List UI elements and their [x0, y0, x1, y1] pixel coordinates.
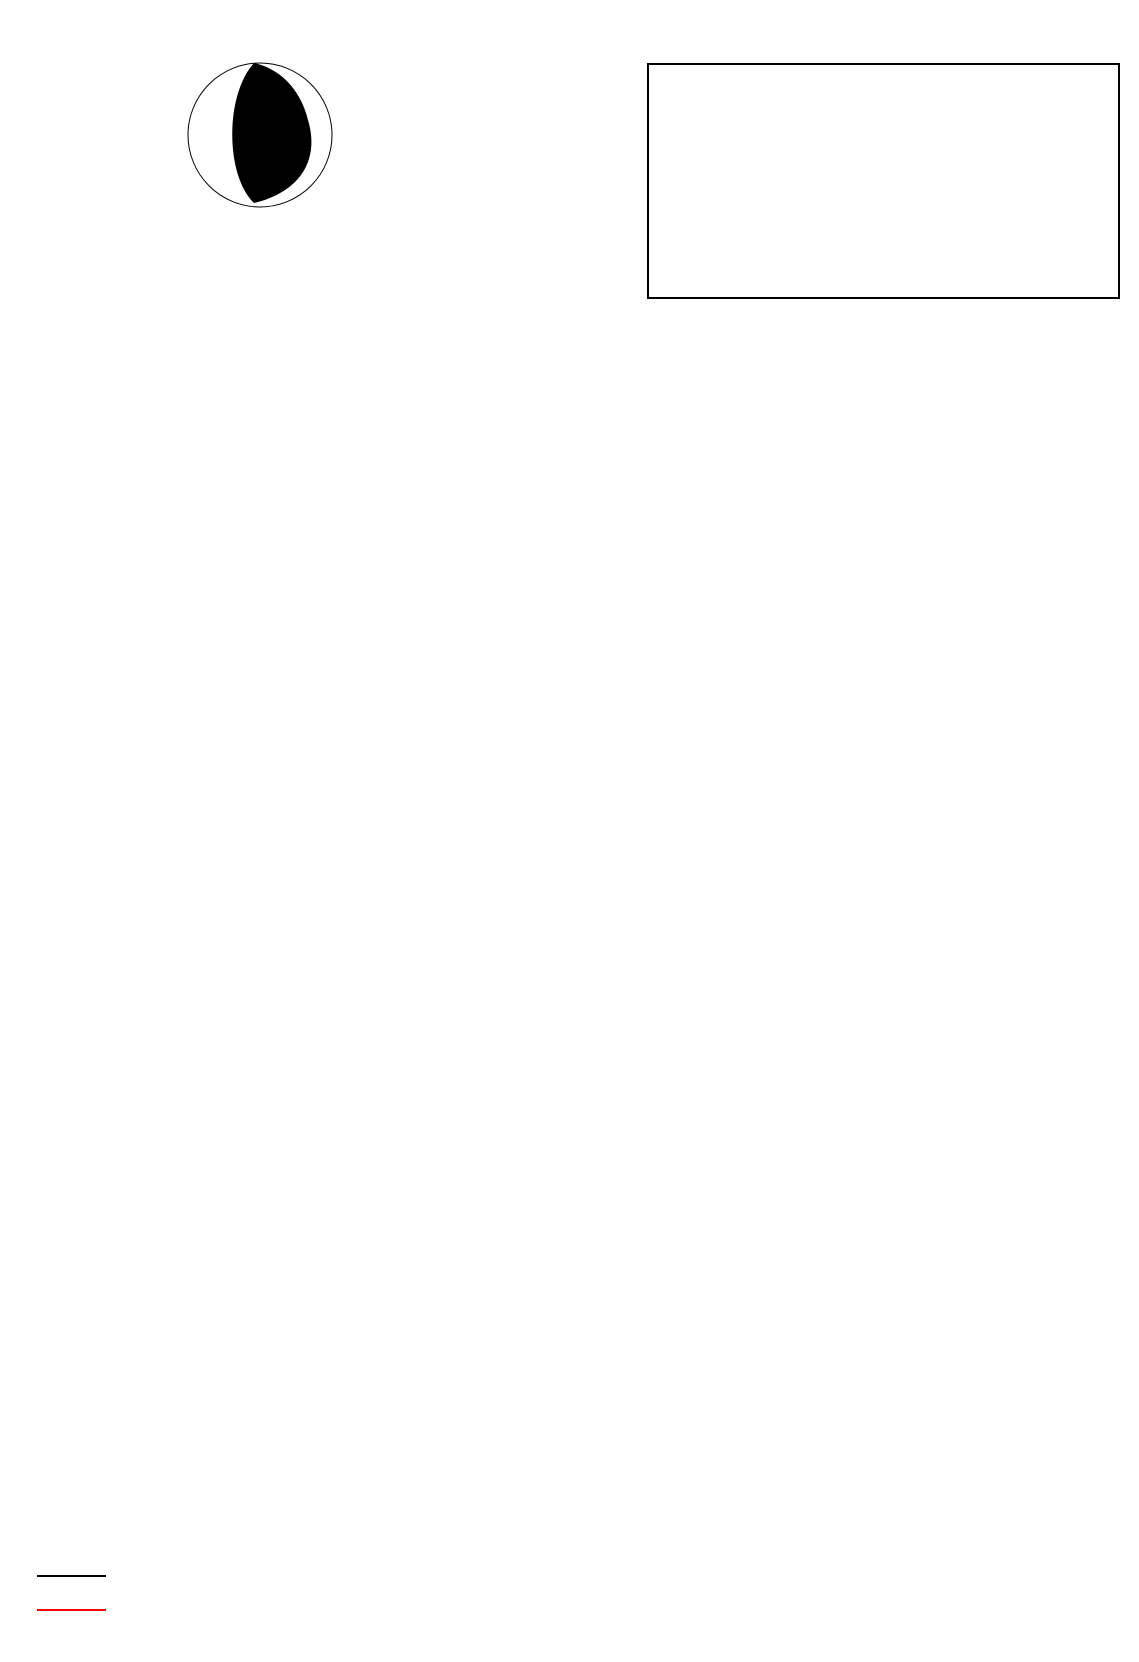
stf-plot: [0, 0, 1119, 298]
stf-plot-frame: [648, 64, 1119, 298]
focal-mechanism-beachball: [188, 63, 332, 207]
legend: [37, 1576, 106, 1610]
